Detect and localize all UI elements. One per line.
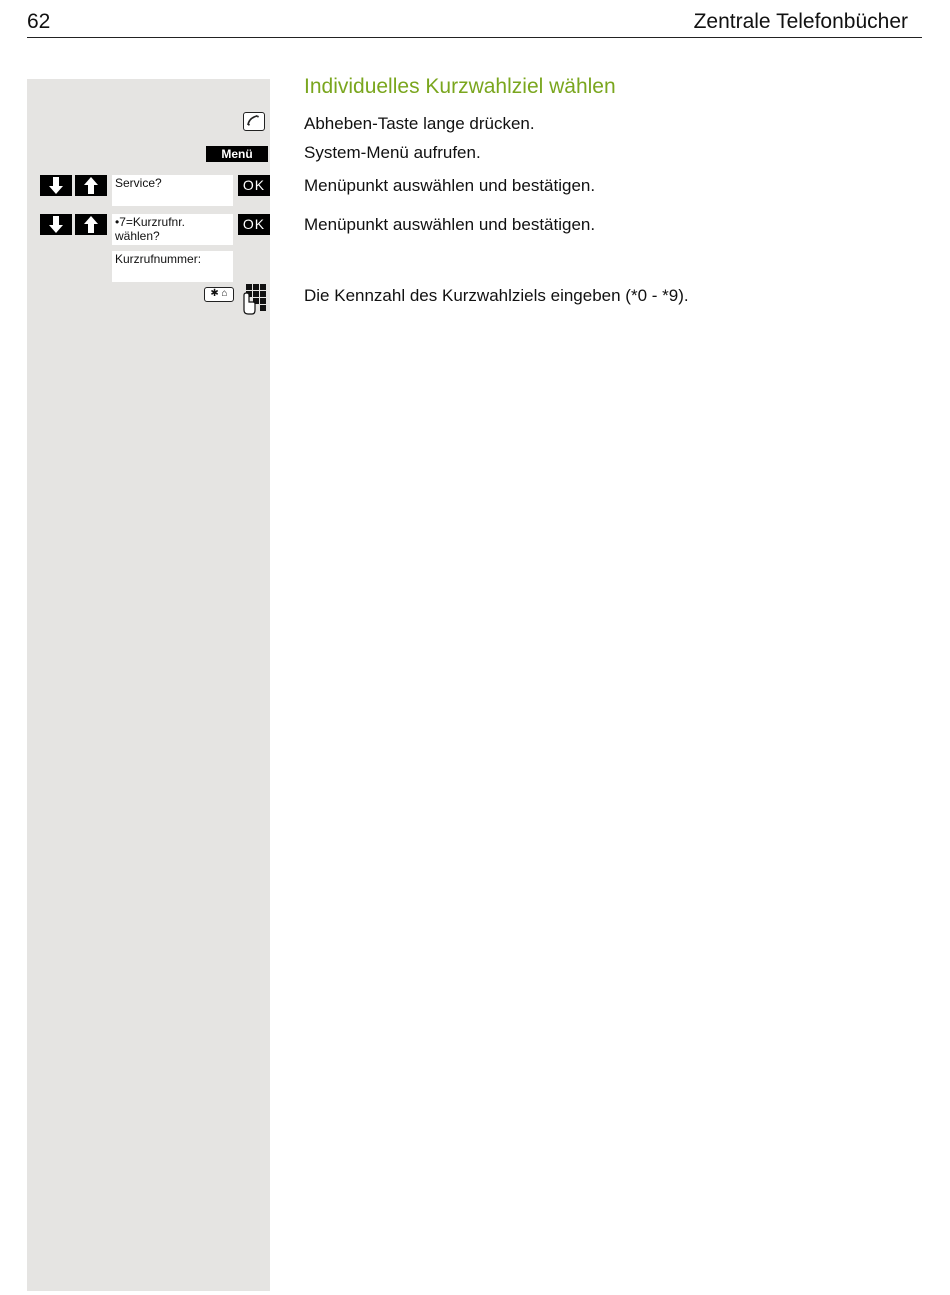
ok-key: OK — [238, 214, 270, 235]
page-header-title: Zentrale Telefonbücher — [693, 10, 908, 33]
display-kurzrufnr-waehlen: •7=Kurzrufnr. wählen? — [112, 214, 233, 245]
arrow-up-key-icon — [75, 175, 107, 196]
header-rule — [27, 37, 922, 38]
menu-key: Menü — [206, 146, 268, 162]
page-number: 62 — [27, 10, 51, 33]
step-text-1: Abheben-Taste lange drücken. — [304, 114, 535, 133]
display-service: Service? — [112, 175, 233, 206]
arrow-down-key-icon — [40, 214, 72, 235]
step-text-5: Die Kennzahl des Kurzwahlziels eingeben (*0 - *9). — [304, 286, 689, 305]
step-text-3: Menüpunkt auswählen und bestätigen. — [304, 176, 596, 195]
display-kurzrufnummer: Kurzrufnummer: — [112, 251, 233, 282]
keypad-icon — [240, 283, 270, 315]
section-title: Individuelles Kurzwahlziel wählen — [304, 75, 616, 98]
step-text-4: Menüpunkt auswählen und bestätigen. — [304, 215, 596, 234]
step-text-2: System-Menü aufrufen. — [304, 143, 481, 162]
arrow-up-key-icon — [75, 214, 107, 235]
handset-key-icon — [243, 112, 265, 131]
ok-key: OK — [238, 175, 270, 196]
arrow-down-key-icon — [40, 175, 72, 196]
star-key: ✱ ⌂ — [204, 287, 234, 302]
